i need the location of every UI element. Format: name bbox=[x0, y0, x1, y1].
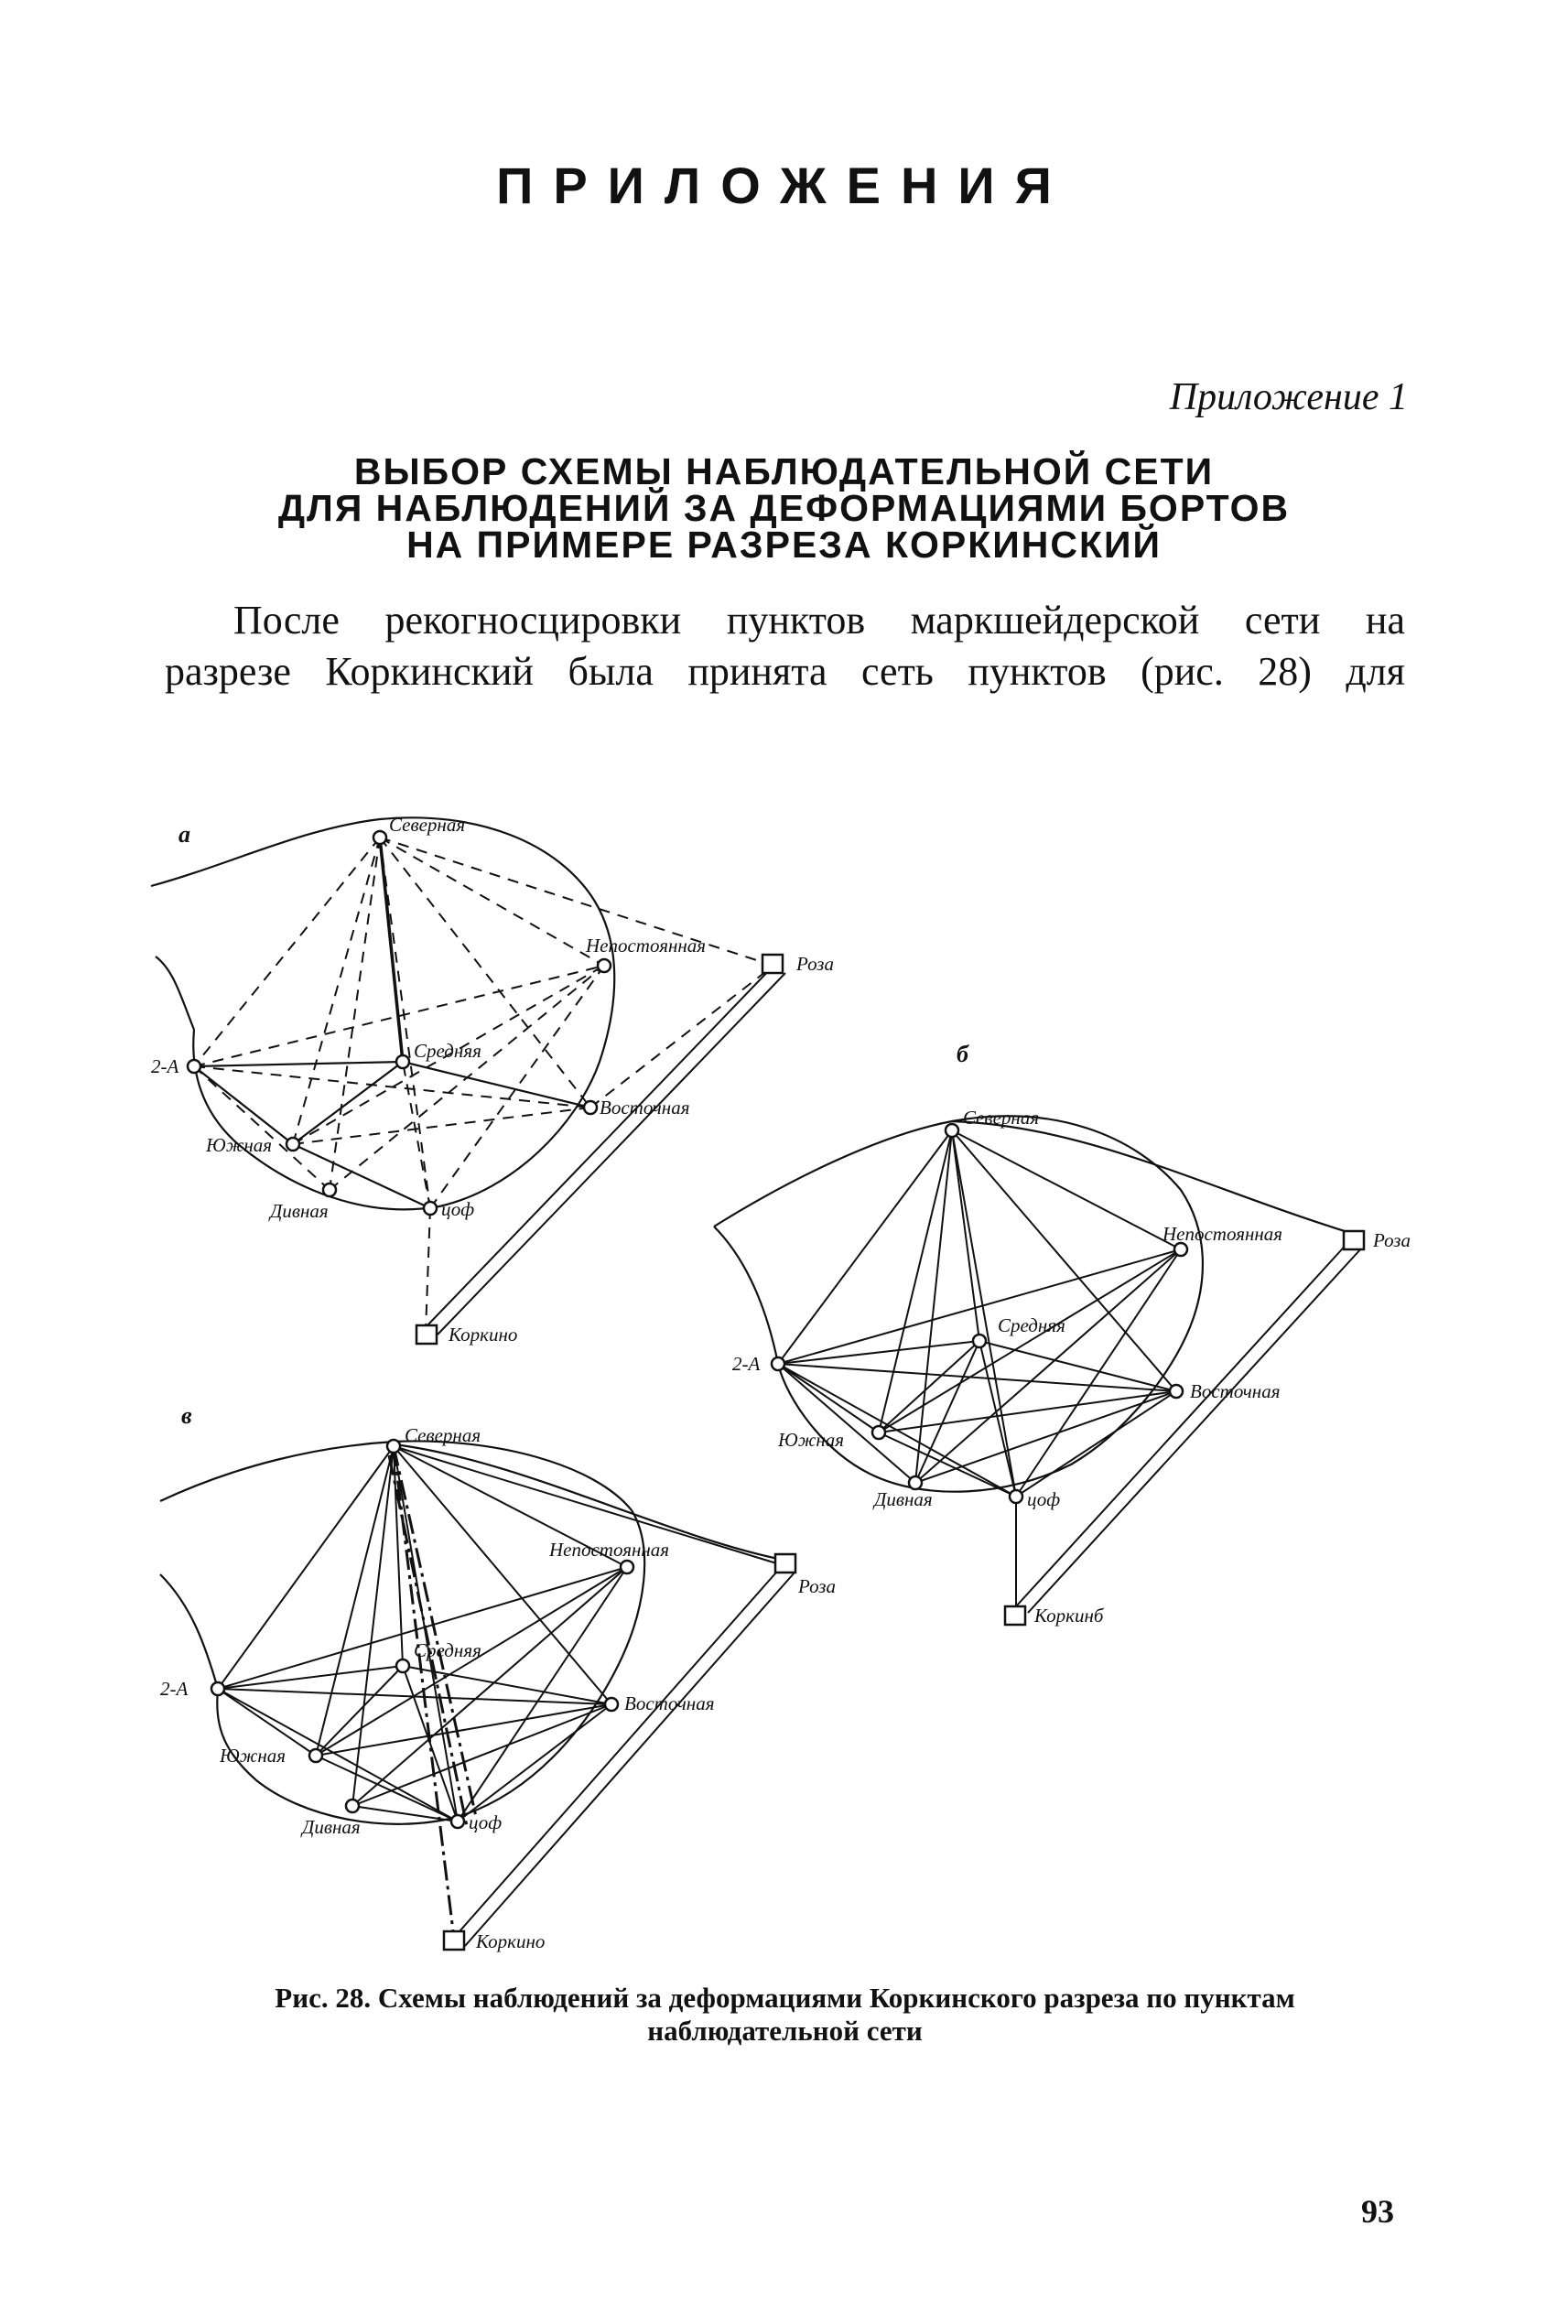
section-title-line-3: НА ПРИМЕРЕ РАЗРЕЗА КОРКИНСКИЙ bbox=[406, 524, 1162, 566]
c-label-nepostoyannaya: Непостоянная bbox=[549, 1539, 670, 1561]
panel-b-network bbox=[714, 1116, 1364, 1625]
a-label-sredn: Средняя bbox=[414, 1040, 481, 1062]
b-label-nepostoyannaya: Непостоянная bbox=[1162, 1223, 1283, 1245]
b-label-sredn: Средняя bbox=[998, 1314, 1065, 1336]
c-label-sredn: Средняя bbox=[414, 1639, 481, 1661]
section-title-line-2: ДЛЯ НАБЛЮДЕНИЙ ЗА ДЕФОРМАЦИЯМИ БОРТОВ bbox=[277, 487, 1291, 529]
figure-caption bbox=[165, 1982, 1405, 2048]
page-number: 93 bbox=[1361, 2193, 1394, 2230]
b-label-roza: Роза bbox=[1373, 1229, 1411, 1251]
a-label-vostochnaya: Восточная bbox=[600, 1097, 690, 1119]
a-label-tsof: цоф bbox=[441, 1198, 475, 1220]
c-label-vostochnaya: Восточная bbox=[624, 1692, 715, 1714]
b-label-vostochnaya: Восточная bbox=[1190, 1380, 1281, 1402]
c-label-yuzhnaya: Южная bbox=[220, 1745, 287, 1767]
a-label-severnaya: Северная bbox=[389, 814, 466, 836]
a-label-divnaya: Дивная bbox=[270, 1200, 329, 1222]
c-label-2a: 2-А bbox=[160, 1678, 189, 1700]
panel-a-network bbox=[151, 817, 785, 1344]
section-title-line-1: ВЫБОР СХЕМЫ НАБЛЮДАТЕЛЬНОЙ СЕТИ bbox=[353, 450, 1215, 492]
b-label-severnaya: Северная bbox=[963, 1107, 1040, 1129]
caption-line-1: Рис. 28. Схемы наблюдений за деформациями Коркинского разреза по пунктам bbox=[275, 1982, 1295, 2014]
body-line-2: разрезе Коркинский была принята сеть пунктов (рис. 28) для bbox=[165, 649, 1405, 694]
b-label-yuzhnaya: Южная bbox=[778, 1429, 845, 1451]
a-label-nepostoyannaya: Непостоянная bbox=[586, 935, 707, 957]
c-label-roza: Роза bbox=[798, 1575, 836, 1597]
a-label-yuzhnaya: Южная bbox=[206, 1134, 273, 1156]
panel-a-label: а bbox=[178, 821, 190, 848]
c-label-severnaya: Северная bbox=[405, 1424, 481, 1446]
b-label-2a: 2-А bbox=[732, 1353, 761, 1375]
a-label-2a: 2-А bbox=[151, 1055, 179, 1077]
panel-c-label: в bbox=[181, 1402, 192, 1429]
b-label-tsof: цоф bbox=[1027, 1488, 1061, 1510]
c-label-divnaya: Дивная bbox=[302, 1816, 361, 1838]
page-heading: ПРИЛОЖЕНИЯ bbox=[496, 157, 1072, 214]
appendix-label: Приложение 1 bbox=[1169, 376, 1408, 418]
panel-b-label: б bbox=[957, 1041, 968, 1067]
a-label-korkino: Коркино bbox=[449, 1324, 518, 1346]
b-label-korkino: Коркинб bbox=[1034, 1605, 1104, 1627]
caption-line-2: наблюдательной сети bbox=[647, 2015, 923, 2047]
body-line-1: После рекогносцировки пунктов маркшейдерской сети на bbox=[233, 598, 1405, 643]
c-label-korkino: Коркино bbox=[476, 1930, 546, 1952]
a-label-roza: Роза bbox=[796, 953, 834, 975]
c-label-tsof: цоф bbox=[469, 1811, 503, 1833]
b-label-divnaya: Дивная bbox=[874, 1488, 933, 1510]
